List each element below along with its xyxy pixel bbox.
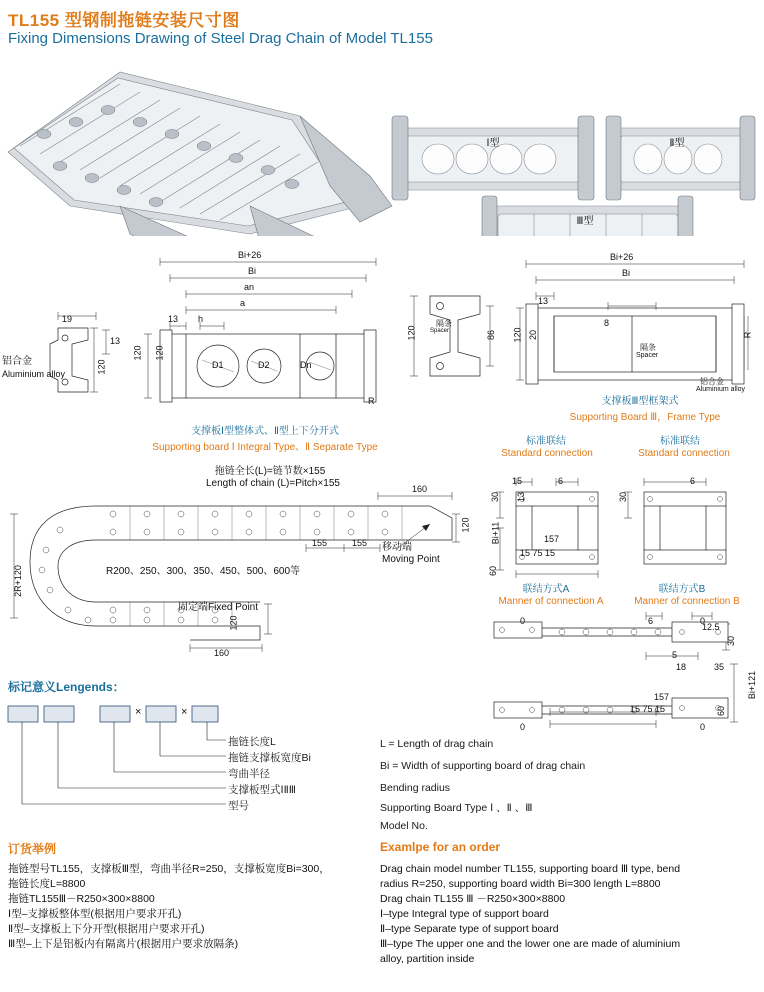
spacer-label-en-h: Spacer — [430, 328, 450, 334]
fixed-point-en: Fixed Point — [208, 602, 259, 613]
standard-connection-drawings — [486, 470, 764, 590]
dim-an: an — [244, 282, 255, 292]
order-cn-line-2: 拖链TL155Ⅲ－R250×300×8800 — [8, 893, 155, 905]
moving-point-cn: 移动端 — [382, 542, 412, 553]
alu-label-cn-frame: 铝合金 — [700, 377, 724, 386]
legend-en-0: L = Length of drag chain — [380, 738, 494, 750]
conn-zero-4: 0 — [700, 722, 706, 732]
dim-86-hsection: 86 — [486, 329, 497, 341]
order-cn-line-3: Ⅰ型–支撑板整体型(根据用户要求开孔) — [8, 908, 182, 920]
order-cn-line-1: 拖链长度L=8800 — [8, 878, 86, 890]
product-photo-area — [0, 56, 764, 236]
order-example-cn — [8, 862, 372, 952]
dim-dn: Dn — [300, 360, 312, 370]
std-conn-left-en: Standard connection — [501, 448, 593, 459]
chain-length-cn: 拖链全长(L)=链节数×155 — [214, 466, 326, 477]
supporting-board-drawing-1-2 — [140, 248, 390, 418]
dim-20-frame: 20 — [528, 329, 539, 341]
moving-point-en: Moving Point — [382, 554, 440, 565]
dim-13: 13 — [168, 314, 179, 324]
conn-zero-2: 0 — [700, 616, 706, 626]
dim-120-hsection: 120 — [406, 325, 417, 341]
dim-35: 35 — [714, 662, 725, 672]
dim-15-75-15-a: 15 75 15 — [520, 548, 556, 558]
dim-6-lower: 6 — [648, 616, 654, 626]
type-2-caption: Ⅱ型 — [669, 138, 685, 149]
std-conn-right-en: Standard connection — [638, 448, 730, 459]
legend-en-2: Bending radius — [380, 782, 451, 794]
dim-2r120: 2R+120 — [12, 565, 23, 597]
legend-en-1: Bi = Width of supporting board of drag chain — [380, 760, 586, 772]
dim-bi26-frame: Bi+26 — [610, 252, 634, 262]
spacer-label-cn: 隔条 — [640, 343, 656, 352]
dim-160-top: 160 — [412, 484, 428, 494]
dim-155-b: 155 — [312, 538, 328, 548]
legend-item-3: 支撑板型式ⅠⅡⅢ — [228, 784, 297, 796]
dim-60-lower: 60 — [716, 705, 727, 717]
type-3-caption: Ⅲ型 — [576, 216, 594, 227]
std-conn-right-cn: 标准联结 — [660, 436, 700, 447]
order-en-line-2: Drag chain TL155 Ⅲ －R250×300×8800 — [380, 893, 566, 905]
dim-13-frame: 13 — [538, 296, 549, 306]
dim-157-a: 157 — [544, 534, 560, 544]
order-en-line-0: Drag chain model number TL155, supporting board Ⅲ type, bend — [380, 863, 681, 875]
legend-item-0: 拖链长度L — [228, 736, 276, 748]
dim-6-conn-b: 6 — [690, 476, 696, 486]
order-en-line-1: radius R=250, supporting board width Bi=300 length L=8800 — [380, 878, 661, 890]
dim-bi: Bi — [248, 266, 257, 276]
radius-note: R200、250、300、350、450、500、600等 — [106, 566, 301, 577]
dim-bi-frame: Bi — [622, 268, 631, 278]
dim-bi26: Bi+26 — [238, 250, 262, 260]
spacer-label-cn-h: 隔条 — [436, 319, 452, 328]
type-1-caption: Ⅰ型 — [486, 138, 500, 149]
order-example-title-en: Examlpe for an order — [380, 840, 501, 854]
dim-r-frame: R — [742, 331, 753, 339]
order-example-en — [380, 862, 760, 967]
order-example-title-cn: 订货举例 — [8, 842, 57, 856]
dim-bi121: Bi+121 — [747, 670, 758, 700]
legend-item-1: 拖链支撑板宽度Bi — [228, 752, 311, 764]
type-1-photo — [392, 116, 594, 200]
order-en-line-5: Ⅲ–type The upper one and the lower one are made of aluminium — [380, 938, 681, 950]
order-cn-line-5: Ⅲ型–上下是铝板内有隔离片(根据用户要求放隔条) — [8, 938, 239, 950]
supporting-board-caption-cn: 支撑板Ⅰ型整体式、Ⅱ型上下分开式 — [191, 426, 339, 437]
manner-b-en: Manner of connection B — [634, 596, 740, 607]
dim-155-a: 155 — [352, 538, 368, 548]
legend-en-3: Supporting Board Type Ⅰ 、Ⅱ 、Ⅲ — [380, 802, 533, 814]
legend-title: 标记意义Lengends： — [8, 680, 125, 694]
dim-6-conn-a: 6 — [558, 476, 564, 486]
legend-diagram — [0, 700, 370, 840]
dim-157-b: 157 — [654, 692, 670, 702]
dim-120-chain-top: 120 — [460, 517, 471, 533]
dim-d2: D2 — [258, 360, 270, 370]
dim-30-conn-a: 30 — [490, 491, 501, 503]
drag-chain-photo-large — [8, 72, 392, 236]
order-cn-line-0: 拖链型号TL155，支撑板Ⅲ型，弯曲半径R=250，支撑板宽度Bi=300， — [8, 863, 330, 875]
dim-15-75-15-b: 15 75 15 — [630, 704, 666, 714]
dim-160-bottom: 160 — [214, 648, 230, 658]
frame-caption-cn: 支撑板Ⅲ型框架式 — [601, 396, 679, 407]
dim-h: h — [198, 314, 204, 324]
dim-120-alu: 120 — [96, 359, 107, 375]
dim-120-frame: 120 — [512, 327, 523, 343]
manner-a-en: Manner of connection A — [498, 596, 604, 607]
dim-13-alu: 13 — [110, 336, 121, 346]
dim-120-left: 120 — [132, 345, 143, 361]
page-title-en: Fixing Dimensions Drawing of Steel Drag Chain of Model TL155 — [8, 30, 433, 47]
dim-30-conn-b: 30 — [618, 491, 629, 503]
dim-8-frame: 8 — [604, 318, 610, 328]
std-conn-left-cn: 标准联结 — [526, 436, 566, 447]
legend-multiply-2: × — [181, 706, 188, 718]
order-en-line-6: alloy, partition inside — [380, 953, 475, 965]
conn-zero-1: 0 — [520, 616, 526, 626]
aluminium-label-cn: 铝合金 — [2, 356, 32, 367]
dim-15-conn: 15 — [512, 476, 523, 486]
dim-19: 19 — [62, 314, 73, 324]
dim-13-conn: 13 — [516, 491, 527, 503]
chain-length-en: Length of chain (L)=Pitch×155 — [206, 478, 340, 489]
page-title-cn: TL155 型钢制拖链安装尺寸图 — [8, 11, 240, 30]
aluminium-label-en: Aluminium alloy — [2, 369, 66, 379]
order-cn-line-4: Ⅱ型–支撑板上下分开型(根据用户要求开孔) — [8, 923, 205, 935]
legend-multiply-1: × — [135, 706, 142, 718]
dim-12-5: 12.5 — [702, 622, 720, 632]
order-en-line-4: Ⅱ–type Separate type of support board — [380, 923, 559, 935]
dim-120-inner: 120 — [154, 345, 165, 361]
dim-a: a — [240, 298, 246, 308]
legend-en-4: Model No. — [380, 820, 428, 832]
spacer-label-en: Spacer — [636, 352, 659, 359]
manner-b-cn: 联结方式B — [658, 584, 706, 595]
legend-item-2: 弯曲半径 — [228, 768, 270, 780]
alu-label-en-frame: Aluminium alloy — [696, 386, 746, 393]
type-2-photo — [606, 116, 755, 200]
dim-60-conn-a: 60 — [488, 565, 499, 577]
manner-a-cn: 联结方式A — [522, 584, 570, 595]
dim-30-lower: 30 — [726, 635, 737, 647]
fixed-point-label — [178, 602, 298, 614]
dim-d1: D1 — [212, 360, 224, 370]
dim-5-lower: 5 — [672, 650, 678, 660]
fixed-point-cn: 固定端 — [178, 602, 208, 613]
order-en-line-3: Ⅰ–type Integral type of support board — [380, 908, 549, 920]
dim-bi11: Bi+11 — [490, 521, 501, 545]
frame-caption-en: Supporting Board Ⅲ，Frame Type — [569, 412, 721, 423]
supporting-board-caption-en: Supporting board Ⅰ Integral Type、Ⅱ Separate Type — [152, 442, 378, 453]
dim-120-chain-bottom: 120 — [228, 615, 239, 631]
dim-18: 18 — [676, 662, 687, 672]
conn-zero-3: 0 — [520, 722, 526, 732]
dim-r-left: R — [368, 396, 375, 406]
legend-item-4: 型号 — [228, 800, 249, 812]
